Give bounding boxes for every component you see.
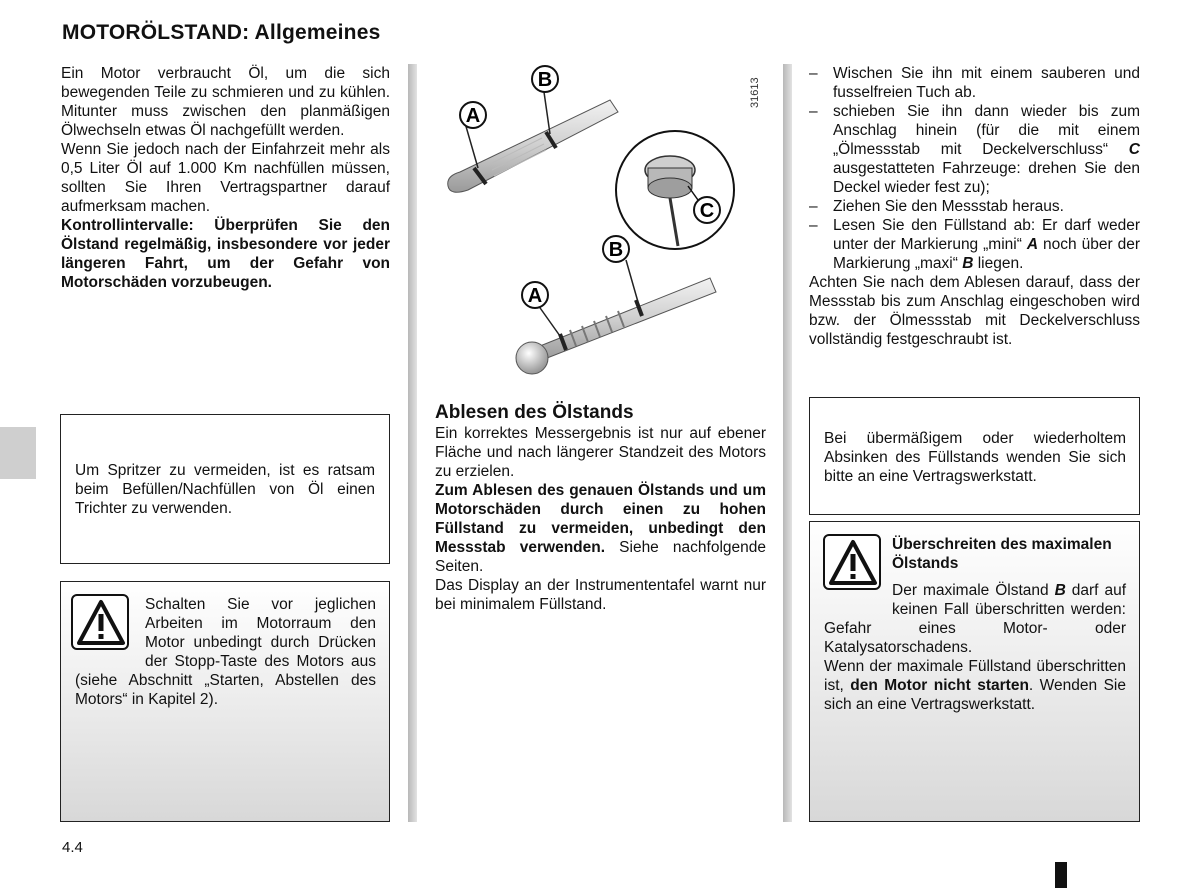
figure-number: 31613 (749, 77, 761, 108)
label-a-bottom: A (527, 285, 543, 307)
middle-p2-bold: Zum Ablesen des genauen Ölstands und um Motorschäden durch einen zu hohen Füllstand zu vermeiden, unbedingt den Messstab verwenden. (435, 482, 766, 556)
page-title: MOTORÖLSTAND: Allgemeines (62, 21, 381, 44)
consumption-paragraph: Wenn Sie jedoch nach der Einfahrzeit mehr als 0,5 Liter Öl auf 1.000 Km nachfüllen müssen, sollten Sie Ihren Vertragspartner darauf aufmerksam machen. (61, 141, 390, 215)
step-read-b: noch über der Markierung „maxi“ (833, 236, 1140, 272)
middle-p2-rest: Siehe nachfolgende Seiten. (435, 539, 767, 575)
column-separator-right (783, 64, 792, 822)
chapter-tab (0, 427, 36, 479)
middle-p2 (435, 481, 766, 576)
max-p1-a: Der maximale Ölstand (892, 582, 1049, 599)
step-read: – Lesen Sie den Füllstand ab: Er darf weder unter der Markierung „mini“ A noch über der Markierung „maxi“ B liegen. (809, 216, 1140, 273)
max-p1-b: darf auf keinen Fall überschritten werden: Gefahr eines Motor- oder Katalysatorschadens. (824, 582, 1126, 656)
corner-register-mark (1055, 862, 1067, 888)
max-level-text: Der maximale Ölstand B darf auf keinen Fall überschritten werden: Gefahr eines Motor- oder Katalysatorschadens. Wenn der maximale Füllstand überschritten ist, den Motor nicht starten. Wenden Sie sich an eine Vertragswerkstatt. (824, 582, 1126, 713)
right-column (809, 64, 1140, 349)
left-column (61, 64, 390, 292)
max-icon-spacer (824, 581, 892, 619)
step-reinsert-a: schieben Sie ihn dann wieder bis zum Anschlag hinein (für die mit einem „Ölmessstab mit Deckelverschluss“ (833, 103, 1140, 158)
max-p2-a: Wenn der maximale Füllstand überschritten ist, (824, 658, 1126, 694)
engine-off-warning-text (75, 595, 376, 709)
excessive-loss-box (809, 397, 1140, 515)
warning-text-content: Schalten Sie vor jeglichen Arbeiten im Motorraum den Motor unbedingt durch Drücken der Stopp-Taste des Motors aus (siehe Abschnitt „Starten, Abstellen des Motors“ in Kapitel 2). (75, 596, 376, 708)
dipstick-illustration (420, 60, 772, 385)
column-separator-left (408, 64, 417, 822)
max-level-warning-box (809, 521, 1140, 822)
section-heading: Ablesen des Ölstands (435, 402, 634, 423)
funnel-note-box (60, 414, 390, 564)
max-p2-c: . Wenden Sie sich an eine Vertragswerkstatt. (824, 677, 1126, 713)
middle-column (435, 402, 766, 614)
middle-p3: Das Display an der Instrumententafel warnt nur bei minimalem Füllstand. (435, 577, 766, 613)
step-pull-out: – Ziehen Sie den Messstab heraus. (809, 197, 1140, 216)
warning-icon-spacer (75, 595, 145, 671)
label-c: C (699, 200, 715, 222)
max-level-heading: Überschreiten des maximalen Ölstands (892, 536, 1112, 572)
engine-off-warning-box (60, 581, 390, 822)
step-read-a: Lesen Sie den Füllstand ab: Er darf weder unter der Markierung „mini“ (833, 217, 1140, 253)
control-intervals-paragraph: Kontrollintervalle: Überprüfen Sie den Ölstand regelmäßig, insbesondere vor jeder längeren Fahrt, um der Gefahr von Motorschäden vorzubeugen. (61, 217, 390, 291)
intro-paragraph: Ein Motor verbraucht Öl, um die sich bewegenden Teile zu schmieren und zu kühlen. Mitunter muss zwischen den planmäßigen Ölwechseln etwas Öl nachgefüllt werden. (61, 65, 390, 139)
step-reinsert-b: ausgestatteten Fahrzeuge: drehen Sie den Deckel wieder fest zu); (833, 160, 1140, 196)
step-wipe: – Wischen Sie ihn mit einem sauberen und fusselfreien Tuch ab. (809, 64, 1140, 102)
procedure-list (809, 64, 1140, 273)
cap-detail-drawing (616, 131, 734, 249)
label-b-top: B (537, 69, 553, 91)
max-p2-bold: den Motor nicht starten (850, 677, 1029, 694)
step-read-c: liegen. (977, 255, 1024, 272)
step-reinsert: – schieben Sie ihn dann wieder bis zum Anschlag hinein (für die mit einem „Ölmessstab mit Deckelverschluss“ C ausgestatteten Fahrzeuge: drehen Sie den Deckel wieder fest zu); (809, 102, 1140, 197)
label-b-bottom: B (608, 239, 624, 261)
page-number: 4.4 (62, 839, 83, 856)
excessive-loss-text: Bei übermäßigem oder wiederholtem Absinken des Füllstands wenden Sie sich bitte an eine Vertragswerkstatt. (824, 430, 1126, 485)
middle-p1: Ein korrektes Messergebnis ist nur auf ebener Fläche und nach längerer Standzeit des Motors zu erzielen. (435, 425, 766, 480)
label-a-top: A (465, 105, 481, 127)
funnel-note-text: Um Spritzer zu vermeiden, ist es ratsam beim Befüllen/Nachfüllen von Öl einen Trichter zu verwenden. (75, 462, 375, 517)
after-reading-paragraph: Achten Sie nach dem Ablesen darauf, dass der Messstab bis zum Anschlag eingeschoben wird bzw. der Ölmessstab mit Deckelverschluss vollständig festgeschraubt ist. (809, 274, 1140, 348)
